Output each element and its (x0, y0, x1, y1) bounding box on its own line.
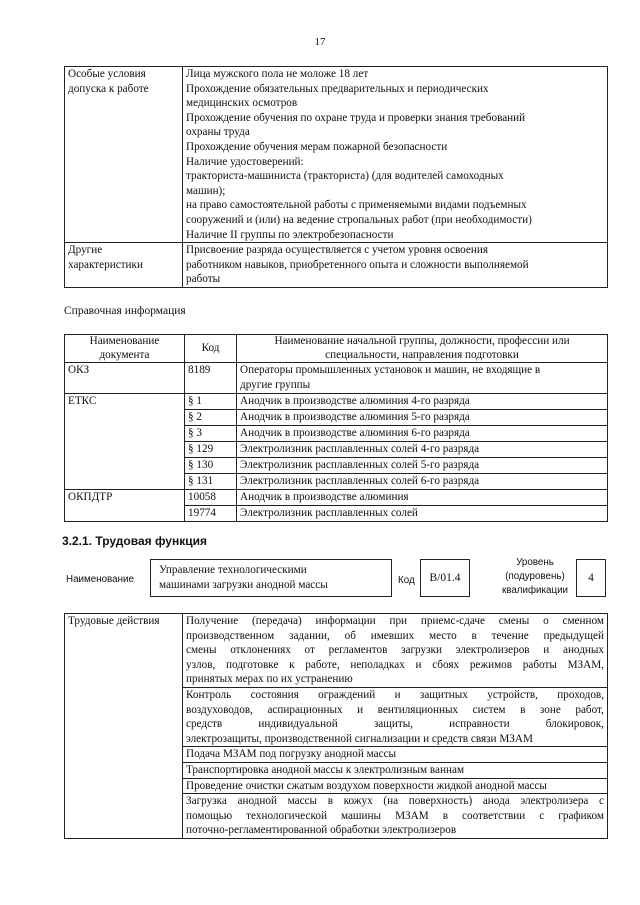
labor-action-item: Загрузка анодной массы в кожух (на поверхность) анода электролизера с помощью технологической машины МЗАМ в соответствии с графиком поточно-регламентированной обработки электролизеров (183, 794, 608, 839)
table-row (65, 394, 608, 410)
name-cell: Операторы промышленных установок и машин, не входящие в другие группы (237, 363, 608, 394)
table-header-row (65, 335, 608, 363)
code-cell: § 130 (185, 458, 237, 474)
table-row (65, 490, 608, 506)
name-cell: Анодчик в производстве алюминия (237, 490, 608, 506)
reference-info-table (64, 334, 608, 522)
qualification-level-box: 4 (576, 559, 606, 597)
table-row (65, 442, 608, 458)
code-cell: 8189 (185, 363, 237, 394)
table-row (65, 474, 608, 490)
name-cell: Электролизник расплавленных солей 5-го разряда (237, 458, 608, 474)
labor-action-item: Проведение очистки сжатым воздухом поверхности жидкой анодной массы (183, 778, 608, 794)
table-row (65, 458, 608, 474)
function-code-label: Код (398, 575, 415, 586)
page-number: 17 (314, 36, 326, 48)
labor-actions-table (64, 613, 608, 839)
code-cell: § 2 (185, 410, 237, 426)
table-row (65, 410, 608, 426)
doc-okz: ОКЗ (65, 363, 185, 394)
qualification-level-label: Уровень (подуровень) квалификации (501, 557, 569, 596)
table-row (65, 363, 608, 394)
name-cell: Анодчик в производстве алюминия 5-го разряда (237, 410, 608, 426)
admission-conditions-table (64, 66, 608, 288)
table-row (65, 243, 608, 288)
reference-info-heading: Справочная информация (64, 305, 186, 317)
header-code: Код (185, 335, 237, 363)
name-cell: Анодчик в производстве алюминия 6-го разряда (237, 426, 608, 442)
name-cell: Электролизник расплавленных солей (237, 506, 608, 522)
table-row (65, 67, 608, 243)
labor-function-heading: 3.2.1. Трудовая функция (62, 534, 207, 548)
labor-action-item: Подача МЗАМ под погрузку анодной массы (183, 747, 608, 763)
name-cell: Анодчик в производстве алюминия 4-го разряда (237, 394, 608, 410)
header-document: Наименование документа (65, 335, 185, 363)
table-row (65, 506, 608, 522)
name-cell: Электролизник расплавленных солей 6-го разряда (237, 474, 608, 490)
code-cell: 10058 (185, 490, 237, 506)
code-cell: 19774 (185, 506, 237, 522)
code-cell: § 3 (185, 426, 237, 442)
table-row (65, 614, 608, 688)
special-conditions-value: Лица мужского пола не моложе 18 лет Прохождение обязательных предварительных и периодических медицинских осмотров Прохождение обучения по охране труда и проверки знания требований охраны труда Прохождение обучения мерам пожарной безопасности Наличие удостоверений: тракториста-машиниста (тракториста) (для водителей самоходных машин); на право самостоятельной работы с применяемыми видами подъемных сооружений и (или) на ведение стропальных работ (при необходимости) Наличие II группы по электробезопасности (183, 67, 608, 243)
header-name: Наименование начальной группы, должности, профессии или специальности, направления подготовки (237, 335, 608, 363)
labor-action-item: Контроль состояния ограждений и защитных устройств, проходов, воздуховодов, аспирационных и вентиляционных систем в зоне работ, средств индивидуальной защиты, исправности блокировок, электрозащиты, производственной сигнализации и средств связи МЗАМ (183, 687, 608, 746)
other-characteristics-value: Присвоение разряда осуществляется с учетом уровня освоения работником навыков, приобретенного опыта и сложности выполняемой работы (183, 243, 608, 288)
name-cell: Электролизник расплавленных солей 4-го разряда (237, 442, 608, 458)
code-cell: § 129 (185, 442, 237, 458)
labor-action-item: Транспортировка анодной массы к электролизным ваннам (183, 762, 608, 778)
labor-actions-label: Трудовые действия (65, 614, 183, 839)
code-cell: § 1 (185, 394, 237, 410)
other-characteristics-label: Другие характеристики (65, 243, 183, 288)
function-name-label: Наименование (66, 574, 134, 585)
doc-etks: ЕТКС (65, 394, 185, 410)
special-conditions-label: Особые условия допуска к работе (65, 67, 183, 243)
function-code-box: B/01.4 (420, 559, 470, 597)
table-row (65, 426, 608, 442)
doc-okpdtr: ОКПДТР (65, 490, 185, 506)
function-name-box: Управление технологическими машинами загрузки анодной массы (150, 559, 392, 597)
code-cell: § 131 (185, 474, 237, 490)
labor-action-item: Получение (передача) информации при приемс-сдаче смены о сменном производственном задании, об имевших место в течение предыдущей смены отклонениях от регламентов загрузки электролизеров и анодных узлов, подготовке к работе, неполадках и сбоях режимов работы МЗАМ, принятых мерах по их устранению (183, 614, 608, 688)
